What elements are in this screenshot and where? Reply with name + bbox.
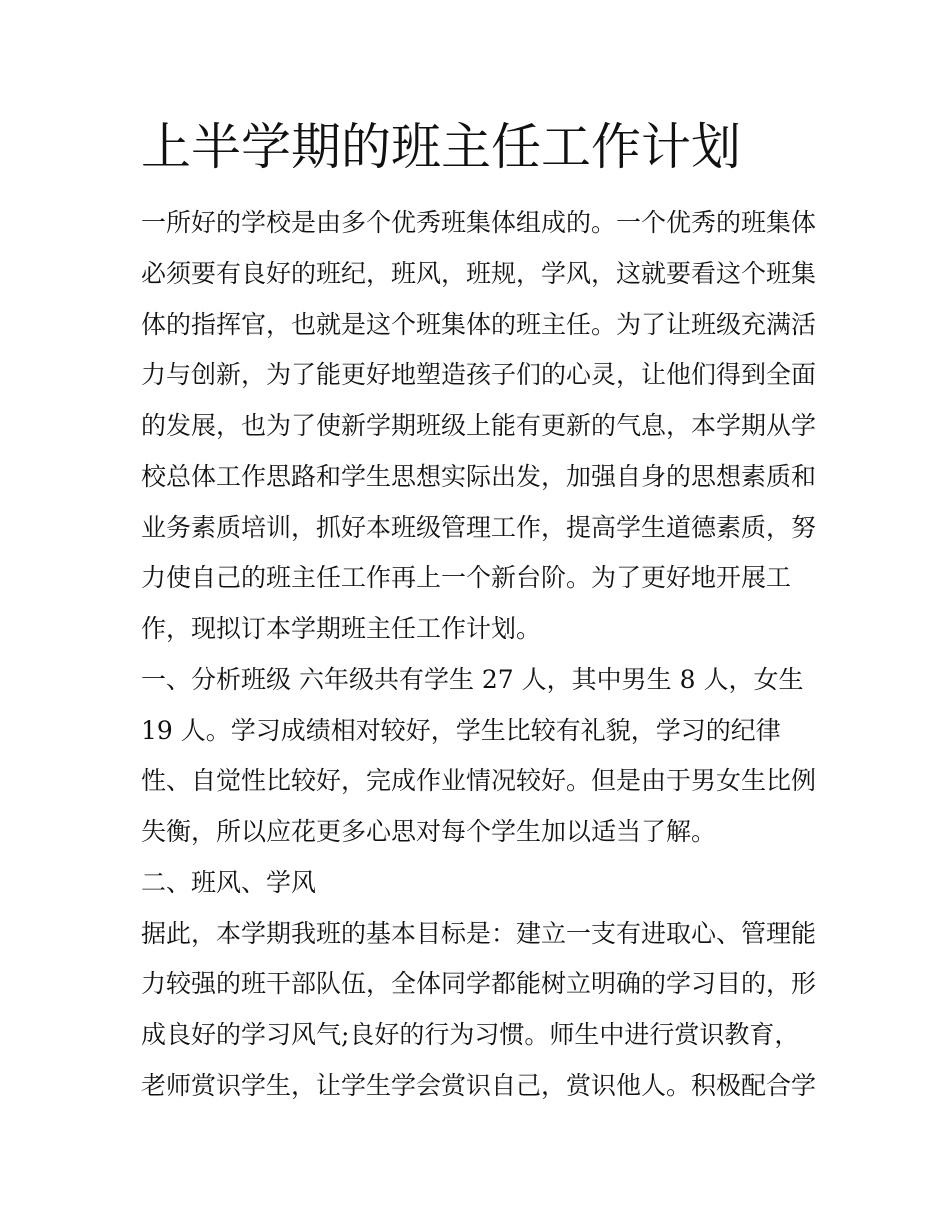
body-line: 失衡，所以应花更多心思对每个学生加以适当了解。 [141,817,717,846]
body-line: 一所好的学校是由多个优秀班集体组成的。一个优秀的班集体 [141,208,817,237]
body-line: 体的指挥官，也就是这个班集体的班主任。为了让班级充满活 [141,309,817,339]
body-line: 19 人。学习成绩相对较好，学生比较有礼貌，学习的纪律 [141,715,781,745]
body-line: 据此，本学期我班的基本目标是：建立一支有进取心、管理能 [141,918,817,948]
section-heading: 二、班风、学风 [141,867,317,897]
section-heading-line: 一、分析班级 六年级共有学生 27 人，其中男生 8 人，女生 [141,664,804,694]
body-line: 力使自己的班主任工作再上一个新台阶。为了更好地开展工 [141,563,792,593]
document-body [141,198,821,1112]
body-line: 作，现拟订本学期班主任工作计划。 [141,614,542,643]
body-line: 校总体工作思路和学生思想实际出发，加强自身的思想素质和 [141,461,817,491]
body-line: 力与创新，为了能更好地塑造孩子们的心灵，让他们得到全面 [141,360,817,390]
body-line: 老师赏识学生，让学生学会赏识自己，赏识他人。积极配合学 [141,1070,817,1100]
body-line: 性、自觉性比较好，完成作业情况较好。但是由于男女生比例 [141,766,817,796]
document-title: 上半学期的班主任工作计划 [141,118,741,176]
body-line: 力较强的班干部队伍，全体同学都能树立明确的学习目的，形 [141,969,817,999]
body-line: 成良好的学习风气;良好的行为习惯。师生中进行赏识教育， [141,1020,800,1049]
body-line: 必须要有良好的班纪，班风，班规，学风，这就要看这个班集 [141,258,817,288]
body-line: 的发展，也为了使新学期班级上能有更新的气息，本学期从学 [141,411,817,440]
body-line: 业务素质培训，抓好本班级管理工作，提高学生道德素质，努 [141,512,817,542]
